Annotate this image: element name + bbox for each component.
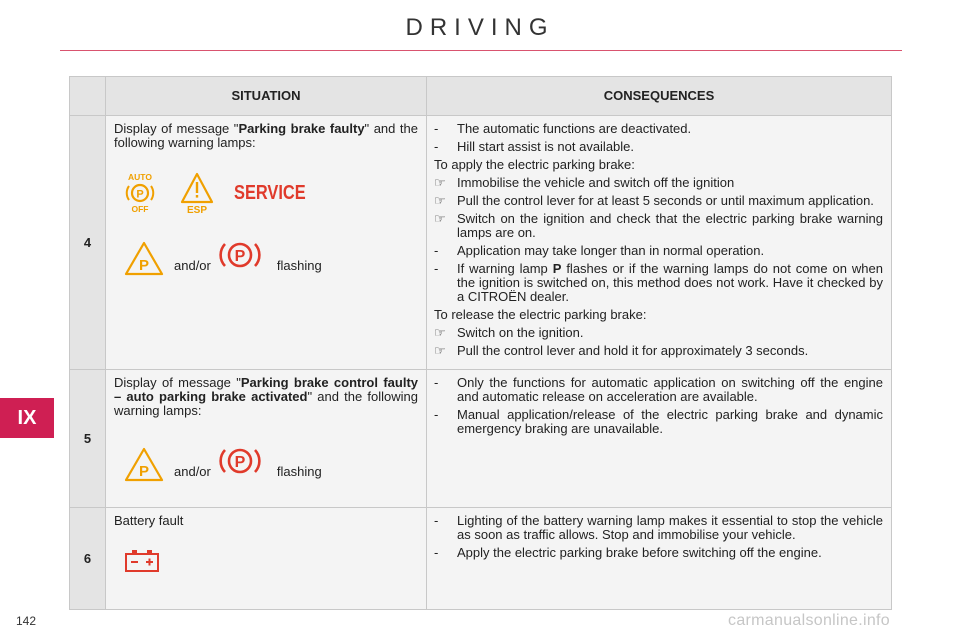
hand-icon: ☞ bbox=[434, 175, 446, 190]
table-row bbox=[70, 116, 892, 370]
list-item: - Apply the electric parking brake before switching off the engine. bbox=[434, 545, 822, 560]
svg-text:AUTO: AUTO bbox=[128, 172, 152, 182]
and-or-text: and/or bbox=[174, 258, 211, 273]
parking-brake-fault-icon bbox=[122, 446, 166, 484]
watermark-text: carmanualsonline.info bbox=[728, 612, 890, 629]
list-item: - Manual application/release of the electric parking brake and dynamic emergency braking are unavailable. bbox=[434, 407, 883, 436]
consequences-cell bbox=[427, 370, 892, 508]
hand-icon: ☞ bbox=[434, 343, 446, 358]
page-number: 142 bbox=[16, 614, 37, 628]
situation-table bbox=[69, 76, 892, 610]
list-item: ☞ Pull the control lever and hold it for approximately 3 seconds. bbox=[434, 343, 809, 358]
consequences-list bbox=[434, 514, 883, 560]
list-item: - Hill start assist is not available. bbox=[434, 139, 635, 154]
table-header-row bbox=[70, 77, 892, 116]
situation-cell bbox=[106, 370, 427, 508]
battery-icon bbox=[124, 548, 160, 574]
consequences-list bbox=[434, 122, 883, 358]
list-item: ☞ Switch on the ignition and check that the electric parking brake warning lamps are on. bbox=[434, 211, 883, 240]
parking-brake-icon bbox=[215, 236, 265, 274]
svg-text:P: P bbox=[136, 188, 144, 201]
list-item: ☞ Immobilise the vehicle and switch off the ignition bbox=[434, 175, 735, 190]
list-item: - Only the functions for automatic application on switching off the engine and automatic release on acceleration are available. bbox=[434, 375, 883, 404]
hand-icon: ☞ bbox=[434, 211, 446, 226]
header-consequences: CONSEQUENCES bbox=[427, 77, 892, 116]
service-warning-icon: SERVICE bbox=[234, 182, 306, 204]
list-item: ☞ Switch on the ignition. bbox=[434, 325, 584, 340]
row-number: 6 bbox=[70, 508, 106, 610]
title-divider bbox=[60, 50, 902, 51]
situation-cell bbox=[106, 508, 427, 610]
auto-parking-brake-off-icon bbox=[120, 172, 160, 214]
list-item: ☞ Pull the control lever for at least 5 seconds or until maximum application. bbox=[434, 193, 874, 208]
page-title: DRIVING bbox=[405, 14, 555, 41]
situation-text: Display of message "Parking brake control faulty – auto parking brake activated" and the following warning lamps: bbox=[114, 375, 419, 418]
situation-cell bbox=[106, 116, 427, 370]
svg-text:P: P bbox=[138, 463, 150, 480]
chapter-tab: IX bbox=[0, 398, 54, 438]
list-item: - The automatic functions are deactivated. bbox=[434, 121, 692, 136]
flashing-lamps-row bbox=[114, 446, 418, 484]
list-item: - If warning lamp P flashes or if the warning lamps do not come on when the ignition is switched on, this method does not work. Have it checked by a CITROËN dealer. bbox=[434, 261, 883, 304]
table-row bbox=[70, 508, 892, 610]
flashing-lamps-row bbox=[114, 240, 418, 278]
consequences-cell bbox=[427, 116, 892, 370]
table-row bbox=[70, 370, 892, 508]
header-empty bbox=[70, 77, 106, 116]
list-item: - Application may take longer than in normal operation. bbox=[434, 243, 765, 258]
list-item: To apply the electric parking brake: bbox=[434, 157, 635, 172]
svg-text:OFF: OFF bbox=[131, 204, 149, 214]
hand-icon: ☞ bbox=[434, 193, 446, 208]
consequences-list bbox=[434, 376, 883, 436]
svg-text:P: P bbox=[234, 248, 246, 265]
parking-brake-fault-icon bbox=[122, 240, 166, 278]
situation-text: Battery fault bbox=[114, 513, 184, 528]
header-situation: SITUATION bbox=[106, 77, 427, 116]
row-number: 4 bbox=[70, 116, 106, 370]
esp-warning-icon bbox=[178, 172, 216, 214]
warning-lamps-row bbox=[120, 172, 418, 214]
row-number: 5 bbox=[70, 370, 106, 508]
flashing-text: flashing bbox=[276, 258, 322, 273]
situation-text: Display of message "Parking brake faulty" and the following warning lamps: bbox=[114, 121, 418, 150]
svg-text:P: P bbox=[138, 257, 150, 274]
svg-text:ESP: ESP bbox=[186, 205, 208, 214]
list-item: - Lighting of the battery warning lamp makes it essential to stop the vehicle as soon as traffic allows. Stop and immobilise your vehicle. bbox=[434, 513, 883, 542]
consequences-cell bbox=[427, 508, 892, 610]
flashing-text: flashing bbox=[276, 464, 322, 479]
svg-text:P: P bbox=[234, 454, 246, 471]
hand-icon: ☞ bbox=[434, 325, 446, 340]
and-or-text: and/or bbox=[174, 464, 211, 479]
parking-brake-icon bbox=[215, 442, 265, 480]
list-item: To release the electric parking brake: bbox=[434, 307, 647, 322]
